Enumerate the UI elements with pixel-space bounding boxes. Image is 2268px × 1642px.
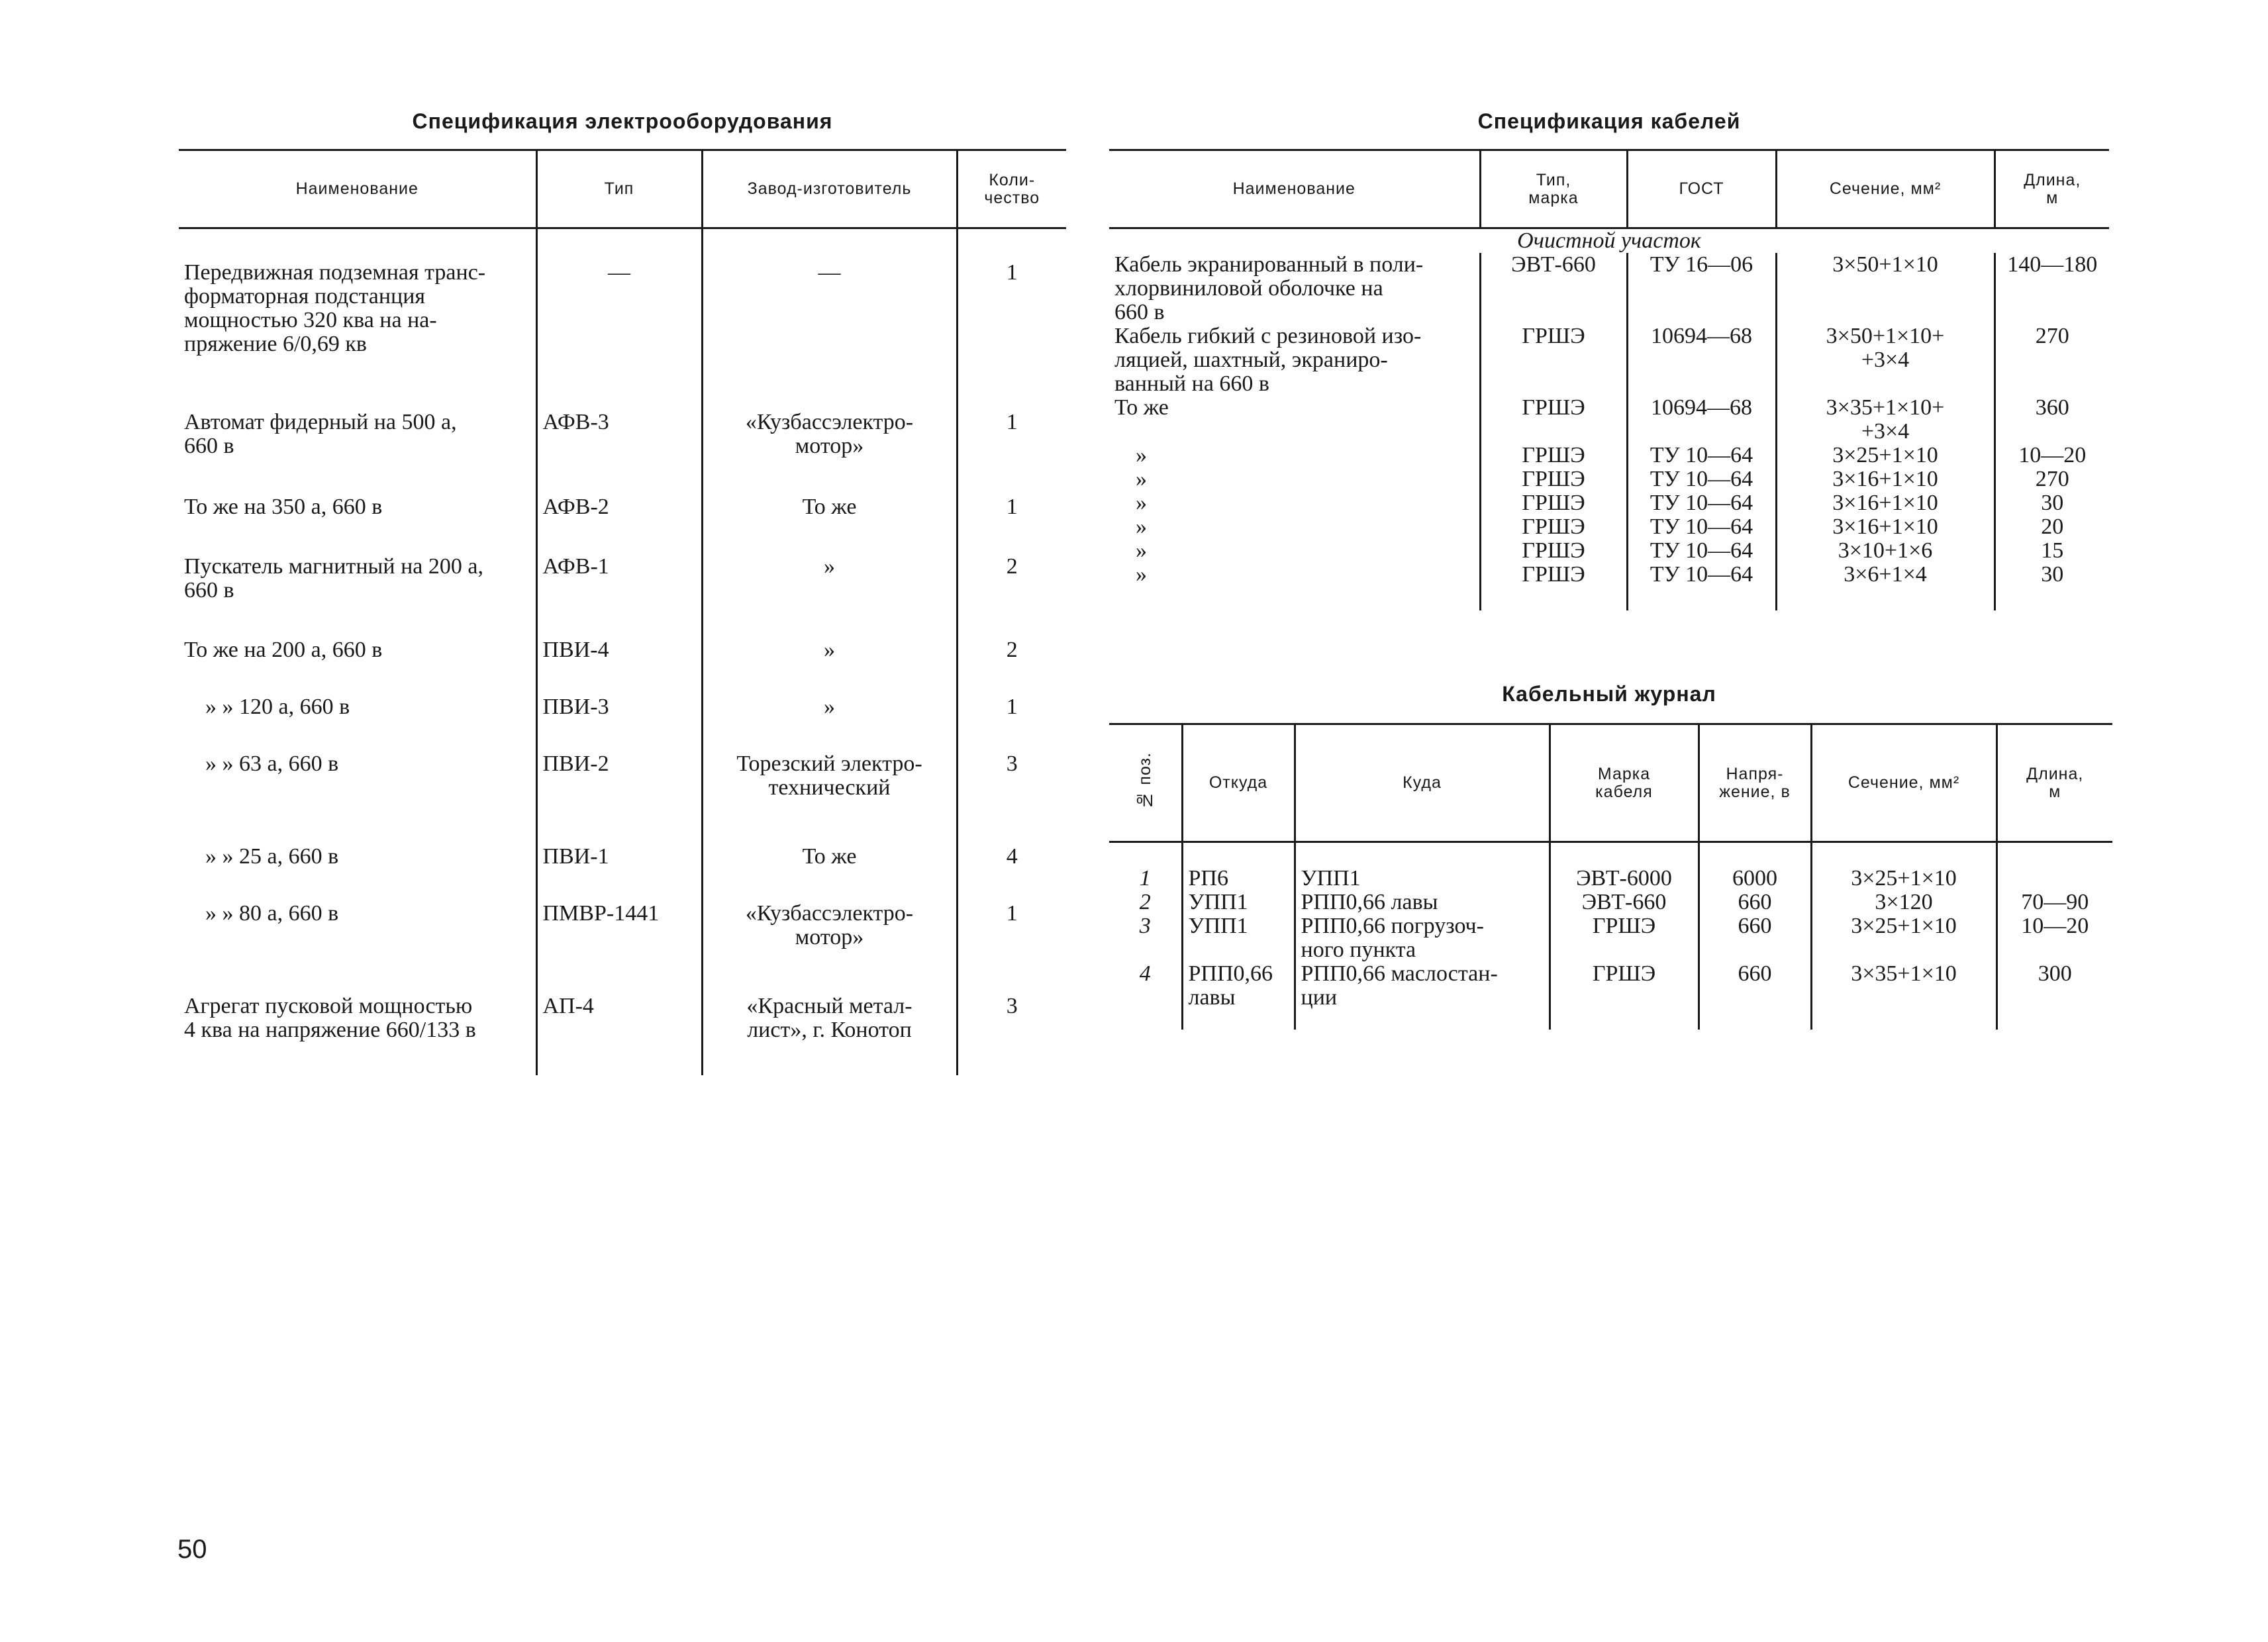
header-name: Наименование (1109, 150, 1480, 228)
table-row (1109, 467, 2109, 491)
cable-gost: ТУ 10—64 (1627, 539, 1776, 563)
table-row (179, 538, 1066, 621)
table-row (1109, 324, 2109, 396)
log-cable: ГРШЭ (1550, 962, 1699, 1030)
log-to: РПП0,66 маслостан- ции (1295, 962, 1550, 1030)
item-type: ПВИ-3 (536, 678, 702, 735)
log-length: 70—90 (1997, 891, 2112, 914)
table-row (1109, 563, 2109, 610)
item-maker: Торезский электро- технический (702, 735, 957, 828)
table-row (179, 735, 1066, 828)
item-maker: То же (702, 478, 957, 538)
table-row (1109, 539, 2109, 563)
item-qty: 1 (957, 478, 1066, 538)
header-name: Наименование (179, 150, 536, 228)
cable-name: Кабель гибкий с резиновой изо- ляцией, шахтный, экраниро- ванный на 660 в (1114, 324, 1422, 396)
cable-gost: ТУ 10—64 (1627, 467, 1776, 491)
log-from: УПП1 (1182, 914, 1295, 962)
table-row (1109, 491, 2109, 515)
page-number: 50 (177, 1535, 207, 1564)
table-row (179, 977, 1066, 1075)
cable-length: 270 (1995, 467, 2109, 491)
header-maker: Завод-изготовитель (702, 150, 957, 228)
cable-type: ЭВТ-660 (1480, 253, 1627, 324)
cable-name: » (1136, 562, 1147, 587)
log-length: 300 (1997, 962, 2112, 1030)
cable-length: 360 (1995, 396, 2109, 444)
header-pos: № поз. (1109, 724, 1182, 842)
item-name: Пускатель магнитный на 200 а, 660 в (184, 554, 483, 603)
cable-type: ГРШЭ (1480, 444, 1627, 467)
item-qty: 3 (957, 977, 1066, 1075)
header-gost: ГОСТ (1627, 150, 1776, 228)
log-section: 3×120 (1811, 891, 1997, 914)
item-type: ПМВР-1441 (536, 885, 702, 977)
cable-name: То же (1114, 395, 1169, 420)
item-name: Автомат фидерный на 500 а, 660 в (184, 410, 457, 458)
cable-section: 3×35+1×10+ +3×4 (1776, 396, 1995, 444)
cable-log-title: Кабельный журнал (1502, 682, 1716, 706)
item-maker: То же (702, 828, 957, 885)
item-qty: 1 (957, 228, 1066, 385)
cable-gost: ТУ 16—06 (1627, 253, 1776, 324)
item-type: АФВ-2 (536, 478, 702, 538)
cable-gost: 10694—68 (1627, 324, 1776, 396)
header-to: Куда (1295, 724, 1550, 842)
cable-gost: ТУ 10—64 (1627, 563, 1776, 610)
section-label: Очистной участок (1517, 228, 1701, 253)
cable-type: ГРШЭ (1480, 563, 1627, 610)
item-qty: 2 (957, 538, 1066, 621)
table-row (1109, 253, 2109, 324)
cable-gost: 10694—68 (1627, 396, 1776, 444)
item-name: » » 80 а, 660 в (205, 901, 339, 926)
log-section: 3×25+1×10 (1811, 914, 1997, 962)
cable-spec-title: Спецификация кабелей (1477, 109, 1741, 133)
item-maker: «Кузбассэлектро- мотор» (702, 384, 957, 478)
cable-section: 3×50+1×10 (1776, 253, 1995, 324)
log-to: РПП0,66 лавы (1295, 891, 1550, 914)
table-row (179, 885, 1066, 977)
header-length: Длина, м (1995, 150, 2109, 228)
log-to: УПП1 (1295, 842, 1550, 891)
cable-gost: ТУ 10—64 (1627, 515, 1776, 539)
table-row (1109, 914, 2112, 962)
item-type: АП-4 (536, 977, 702, 1075)
cable-section: 3×6+1×4 (1776, 563, 1995, 610)
log-voltage: 660 (1699, 914, 1811, 962)
item-qty: 2 (957, 621, 1066, 678)
table-row (179, 678, 1066, 735)
cable-type: ГРШЭ (1480, 396, 1627, 444)
log-pos: 4 (1139, 961, 1151, 986)
cable-type: ГРШЭ (1480, 539, 1627, 563)
header-type: Тип, марка (1480, 150, 1627, 228)
table-row (179, 384, 1066, 478)
log-voltage: 6000 (1699, 842, 1811, 891)
log-length: 10—20 (1997, 914, 2112, 962)
item-type: ПВИ-2 (536, 735, 702, 828)
item-name: » » 63 а, 660 в (205, 751, 339, 776)
cable-section: 3×16+1×10 (1776, 491, 1995, 515)
cable-length: 30 (1995, 563, 2109, 610)
log-cable: ЭВТ-660 (1550, 891, 1699, 914)
cable-section: 3×50+1×10+ +3×4 (1776, 324, 1995, 396)
item-type: ПВИ-1 (536, 828, 702, 885)
cable-name: Кабель экранированный в поли- хлорвиниловой оболочке на 660 в (1114, 252, 1424, 324)
item-name: Агрегат пусковой мощностью 4 ква на напряжение 660/133 в (184, 994, 476, 1042)
header-section: Сечение, мм² (1811, 724, 1997, 842)
cable-gost: ТУ 10—64 (1627, 444, 1776, 467)
header-qty: Коли- чество (957, 150, 1066, 228)
item-maker: » (702, 678, 957, 735)
table-row (1109, 444, 2109, 467)
log-length (1997, 842, 2112, 891)
table-row (179, 478, 1066, 538)
header-length: Длина, м (1997, 724, 2112, 842)
log-voltage: 660 (1699, 962, 1811, 1030)
cable-name: » (1136, 443, 1147, 467)
cable-length: 270 (1995, 324, 2109, 396)
cable-section: 3×10+1×6 (1776, 539, 1995, 563)
table-row (1109, 515, 2109, 539)
item-maker: «Красный метал- лист», г. Конотоп (702, 977, 957, 1075)
cable-section: 3×25+1×10 (1776, 444, 1995, 467)
item-name: » » 120 а, 660 в (205, 695, 350, 719)
header-voltage: Напря- жение, в (1699, 724, 1811, 842)
cable-name: » (1136, 538, 1147, 563)
log-pos: 3 (1139, 914, 1151, 938)
table-row (179, 228, 1066, 385)
item-qty: 1 (957, 885, 1066, 977)
header-section: Сечение, мм² (1776, 150, 1995, 228)
item-name: Передвижная подземная транс- форматорная подстанция мощностью 320 ква на на- пряжение 6/0,69 кв (184, 260, 486, 356)
table-row (1109, 842, 2112, 891)
item-type: АФВ-1 (536, 538, 702, 621)
item-qty: 4 (957, 828, 1066, 885)
cable-name: » (1136, 514, 1147, 539)
item-type: ПВИ-4 (536, 621, 702, 678)
table-row (1109, 962, 2112, 1030)
item-qty: 3 (957, 735, 1066, 828)
log-section: 3×35+1×10 (1811, 962, 1997, 1030)
item-name: То же на 200 а, 660 в (184, 638, 383, 662)
cable-type: ГРШЭ (1480, 467, 1627, 491)
log-from: УПП1 (1182, 891, 1295, 914)
log-from: РП6 (1182, 842, 1295, 891)
cable-length: 15 (1995, 539, 2109, 563)
item-maker: » (702, 621, 957, 678)
cable-length: 140—180 (1995, 253, 2109, 324)
item-name: » » 25 а, 660 в (205, 844, 339, 869)
table-row (179, 621, 1066, 678)
item-maker: — (702, 228, 957, 385)
cable-length: 10—20 (1995, 444, 2109, 467)
item-qty: 1 (957, 384, 1066, 478)
cable-length: 20 (1995, 515, 2109, 539)
log-pos: 1 (1139, 866, 1151, 891)
header-type: Тип (536, 150, 702, 228)
table-row (1109, 396, 2109, 444)
cable-type: ГРШЭ (1480, 491, 1627, 515)
cable-type: ГРШЭ (1480, 515, 1627, 539)
cable-gost: ТУ 10—64 (1627, 491, 1776, 515)
cable-log-table (1109, 723, 2112, 1030)
header-from: Откуда (1182, 724, 1295, 842)
item-maker: «Кузбассэлектро- мотор» (702, 885, 957, 977)
equipment-spec-table (179, 149, 1066, 1075)
log-from: РПП0,66 лавы (1182, 962, 1295, 1030)
cable-section: 3×16+1×10 (1776, 515, 1995, 539)
log-cable: ЭВТ-6000 (1550, 842, 1699, 891)
cable-name: » (1136, 467, 1147, 491)
table-row (1109, 891, 2112, 914)
item-maker: » (702, 538, 957, 621)
header-cable: Марка кабеля (1550, 724, 1699, 842)
cable-spec-table (1109, 149, 2109, 610)
cable-section: 3×16+1×10 (1776, 467, 1995, 491)
log-pos: 2 (1139, 890, 1151, 914)
table-row (179, 828, 1066, 885)
cable-length: 30 (1995, 491, 2109, 515)
log-section: 3×25+1×10 (1811, 842, 1997, 891)
cable-type: ГРШЭ (1480, 324, 1627, 396)
item-type: АФВ-3 (536, 384, 702, 478)
log-cable: ГРШЭ (1550, 914, 1699, 962)
cable-name: » (1136, 491, 1147, 515)
item-qty: 1 (957, 678, 1066, 735)
item-type: — (536, 228, 702, 385)
item-name: То же на 350 а, 660 в (184, 495, 383, 519)
log-to: РПП0,66 погрузоч- ного пункта (1295, 914, 1550, 962)
log-voltage: 660 (1699, 891, 1811, 914)
equipment-spec-title: Спецификация электрооборудования (412, 109, 833, 133)
